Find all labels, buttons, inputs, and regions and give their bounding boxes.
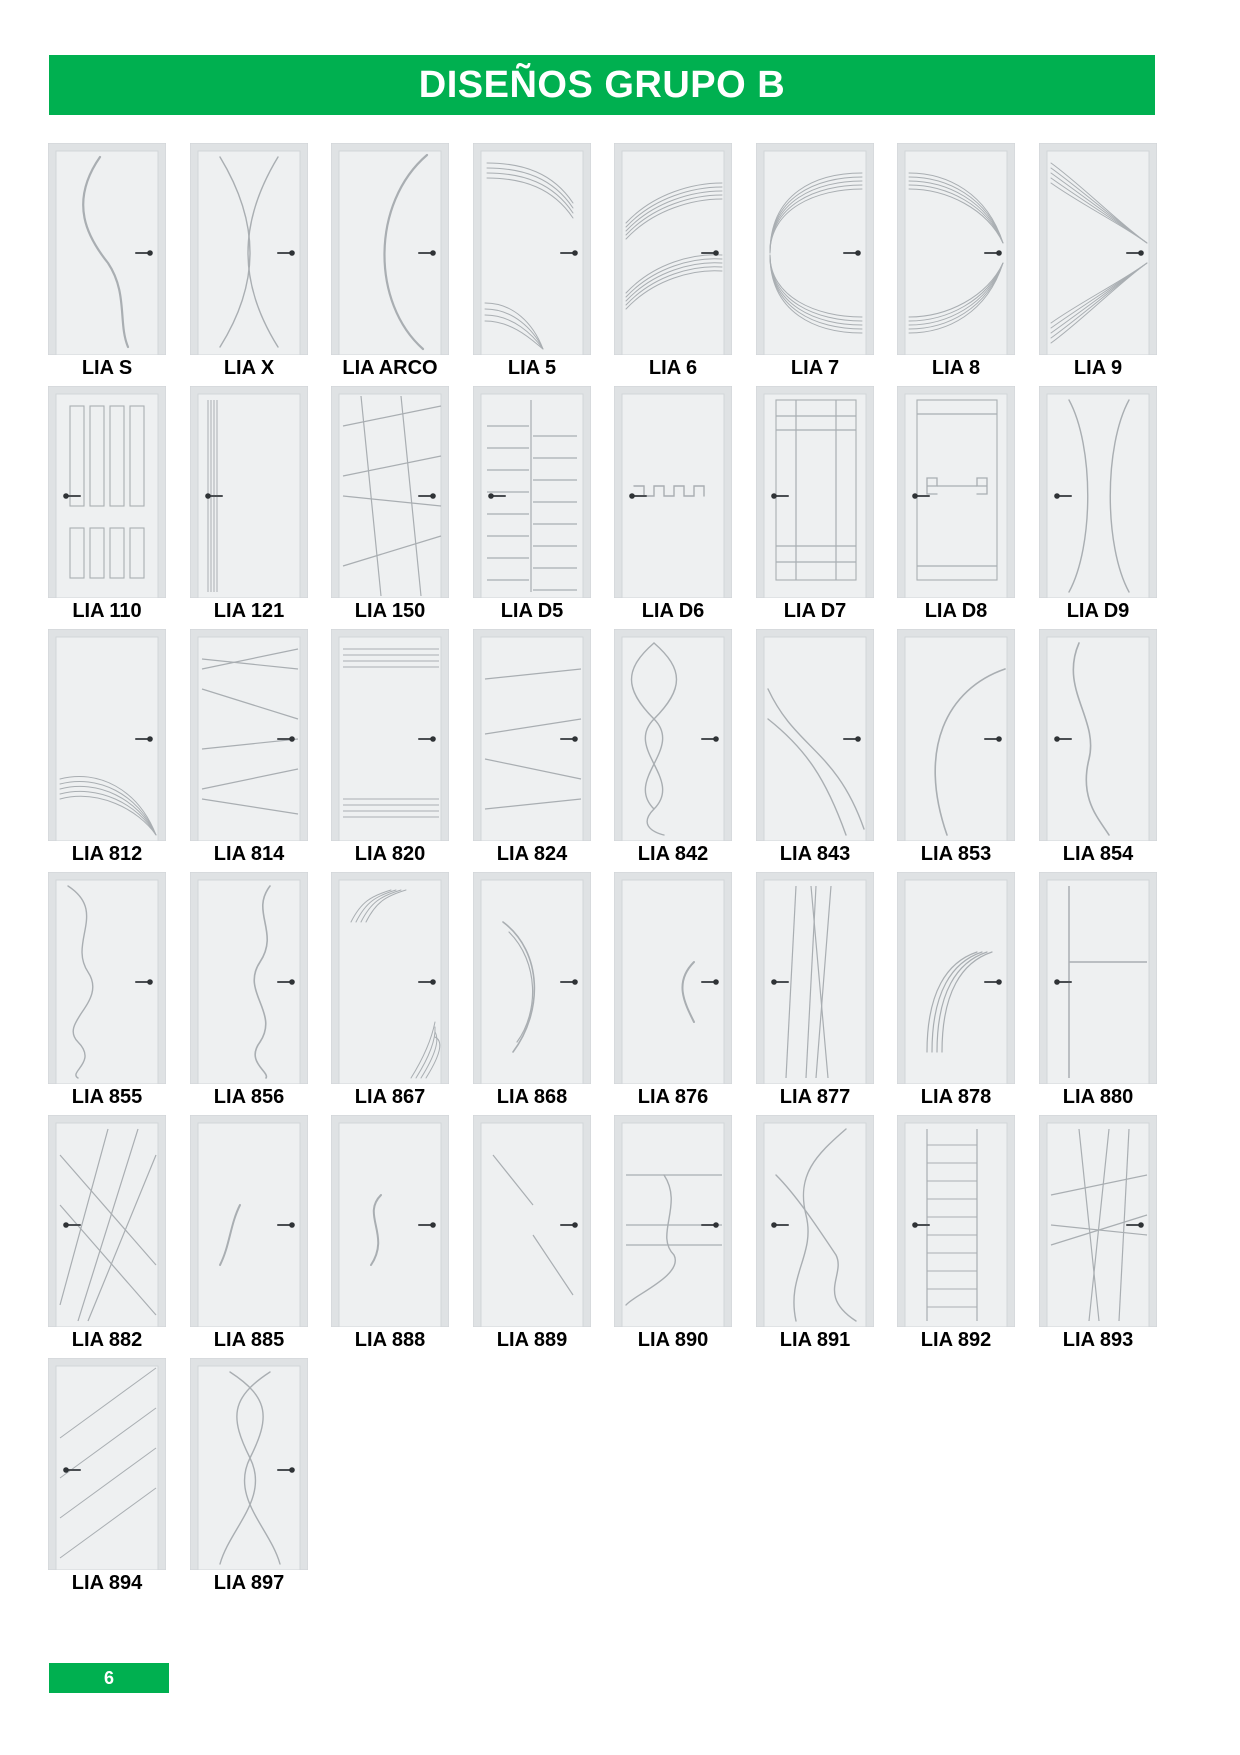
door-label: LIA 812: [71, 843, 143, 865]
door-label: LIA 889: [496, 1329, 568, 1351]
door-image-lia-d6: [614, 386, 732, 598]
door-item-lia-8: [895, 143, 1017, 379]
door-item-lia-843: [754, 629, 876, 865]
door-label: LIA D5: [500, 600, 564, 622]
door-image-lia-855: [48, 872, 166, 1084]
door-label: LIA ARCO: [342, 357, 438, 379]
door-image-lia-121: [190, 386, 308, 598]
door-item-lia-888: [329, 1115, 451, 1351]
door-item-lia-892: [895, 1115, 1017, 1351]
door-image-lia-824: [473, 629, 591, 841]
door-item-lia-5: [471, 143, 593, 379]
door-image-lia-arco: [331, 143, 449, 355]
door-image-lia-868: [473, 872, 591, 1084]
door-label: LIA 853: [920, 843, 992, 865]
door-label: LIA 843: [779, 843, 851, 865]
door-item-lia-121: [188, 386, 310, 622]
door-label: LIA 891: [779, 1329, 851, 1351]
door-label: LIA 876: [637, 1086, 709, 1108]
door-label: LIA 824: [496, 843, 568, 865]
door-image-lia-891: [756, 1115, 874, 1327]
door-item-lia-856: [188, 872, 310, 1108]
door-image-lia-7: [756, 143, 874, 355]
door-image-lia-812: [48, 629, 166, 841]
door-label: LIA 880: [1062, 1086, 1134, 1108]
door-image-lia-9: [1039, 143, 1157, 355]
door-image-lia-885: [190, 1115, 308, 1327]
door-label: LIA 893: [1062, 1329, 1134, 1351]
door-label: LIA 882: [71, 1329, 143, 1351]
door-image-lia-892: [897, 1115, 1015, 1327]
door-image-lia-814: [190, 629, 308, 841]
door-image-lia-110: [48, 386, 166, 598]
door-label: LIA D7: [783, 600, 847, 622]
door-item-lia-9: [1037, 143, 1159, 379]
door-item-lia-855: [46, 872, 168, 1108]
door-item-lia-d9: [1037, 386, 1159, 622]
door-item-lia-7: [754, 143, 876, 379]
door-item-lia-897: [188, 1358, 310, 1594]
door-item-lia-854: [1037, 629, 1159, 865]
door-image-lia-x: [190, 143, 308, 355]
page-title: DISEÑOS GRUPO B: [418, 63, 786, 106]
door-item-lia-814: [188, 629, 310, 865]
door-label: LIA 9: [1073, 357, 1123, 379]
door-item-lia-882: [46, 1115, 168, 1351]
door-label: LIA 897: [213, 1572, 285, 1594]
door-image-lia-880: [1039, 872, 1157, 1084]
door-image-lia-854: [1039, 629, 1157, 841]
door-label: LIA 888: [354, 1329, 426, 1351]
door-item-lia-820: [329, 629, 451, 865]
door-label: LIA 892: [920, 1329, 992, 1351]
door-item-lia-s: [46, 143, 168, 379]
door-item-lia-824: [471, 629, 593, 865]
door-item-lia-868: [471, 872, 593, 1108]
door-label: LIA X: [223, 357, 275, 379]
door-image-lia-d5: [473, 386, 591, 598]
door-image-lia-6: [614, 143, 732, 355]
door-item-lia-x: [188, 143, 310, 379]
door-image-lia-889: [473, 1115, 591, 1327]
door-item-lia-890: [612, 1115, 734, 1351]
door-item-lia-d6: [612, 386, 734, 622]
door-label: LIA 885: [213, 1329, 285, 1351]
door-item-lia-d8: [895, 386, 1017, 622]
door-label: LIA 890: [637, 1329, 709, 1351]
door-label: LIA 7: [790, 357, 840, 379]
door-label: LIA 5: [507, 357, 557, 379]
header-bar: [49, 55, 1155, 115]
door-label: LIA 868: [496, 1086, 568, 1108]
door-label: LIA 842: [637, 843, 709, 865]
door-image-lia-842: [614, 629, 732, 841]
door-item-lia-891: [754, 1115, 876, 1351]
door-image-lia-894: [48, 1358, 166, 1570]
door-item-lia-812: [46, 629, 168, 865]
door-item-lia-867: [329, 872, 451, 1108]
door-label: LIA 121: [213, 600, 285, 622]
door-image-lia-878: [897, 872, 1015, 1084]
door-label: LIA 854: [1062, 843, 1134, 865]
door-image-lia-888: [331, 1115, 449, 1327]
door-item-lia-877: [754, 872, 876, 1108]
door-label: LIA 878: [920, 1086, 992, 1108]
door-image-lia-877: [756, 872, 874, 1084]
door-image-lia-8: [897, 143, 1015, 355]
door-item-lia-110: [46, 386, 168, 622]
door-item-lia-d7: [754, 386, 876, 622]
page-number: 6: [103, 1667, 114, 1688]
door-label: LIA D8: [924, 600, 988, 622]
door-label: LIA D9: [1066, 600, 1130, 622]
door-label: LIA S: [81, 357, 133, 379]
door-image-lia-820: [331, 629, 449, 841]
door-image-lia-s: [48, 143, 166, 355]
door-image-lia-d9: [1039, 386, 1157, 598]
door-label: LIA 820: [354, 843, 426, 865]
door-item-lia-arco: [329, 143, 451, 379]
door-label: LIA 856: [213, 1086, 285, 1108]
door-item-lia-853: [895, 629, 1017, 865]
door-item-lia-894: [46, 1358, 168, 1594]
door-item-lia-d5: [471, 386, 593, 622]
door-item-lia-150: [329, 386, 451, 622]
door-image-lia-843: [756, 629, 874, 841]
door-image-lia-856: [190, 872, 308, 1084]
door-label: LIA 150: [354, 600, 426, 622]
door-label: LIA 855: [71, 1086, 143, 1108]
door-item-lia-6: [612, 143, 734, 379]
door-image-lia-867: [331, 872, 449, 1084]
door-image-lia-893: [1039, 1115, 1157, 1327]
door-image-lia-882: [48, 1115, 166, 1327]
door-image-lia-853: [897, 629, 1015, 841]
door-image-lia-890: [614, 1115, 732, 1327]
door-item-lia-889: [471, 1115, 593, 1351]
door-item-lia-885: [188, 1115, 310, 1351]
door-label: LIA 8: [931, 357, 981, 379]
door-label: LIA 110: [72, 600, 142, 622]
door-image-lia-5: [473, 143, 591, 355]
door-image-lia-897: [190, 1358, 308, 1570]
door-image-lia-d7: [756, 386, 874, 598]
door-item-lia-876: [612, 872, 734, 1108]
door-item-lia-893: [1037, 1115, 1159, 1351]
page-number-box: [49, 1663, 169, 1693]
door-image-lia-d8: [897, 386, 1015, 598]
door-item-lia-842: [612, 629, 734, 865]
door-image-lia-876: [614, 872, 732, 1084]
door-label: LIA 877: [779, 1086, 851, 1108]
door-item-lia-878: [895, 872, 1017, 1108]
door-label: LIA 867: [354, 1086, 426, 1108]
door-image-lia-150: [331, 386, 449, 598]
door-label: LIA 894: [71, 1572, 143, 1594]
door-item-lia-880: [1037, 872, 1159, 1108]
door-label: LIA 814: [213, 843, 285, 865]
door-label: LIA D6: [641, 600, 705, 622]
door-label: LIA 6: [648, 357, 698, 379]
